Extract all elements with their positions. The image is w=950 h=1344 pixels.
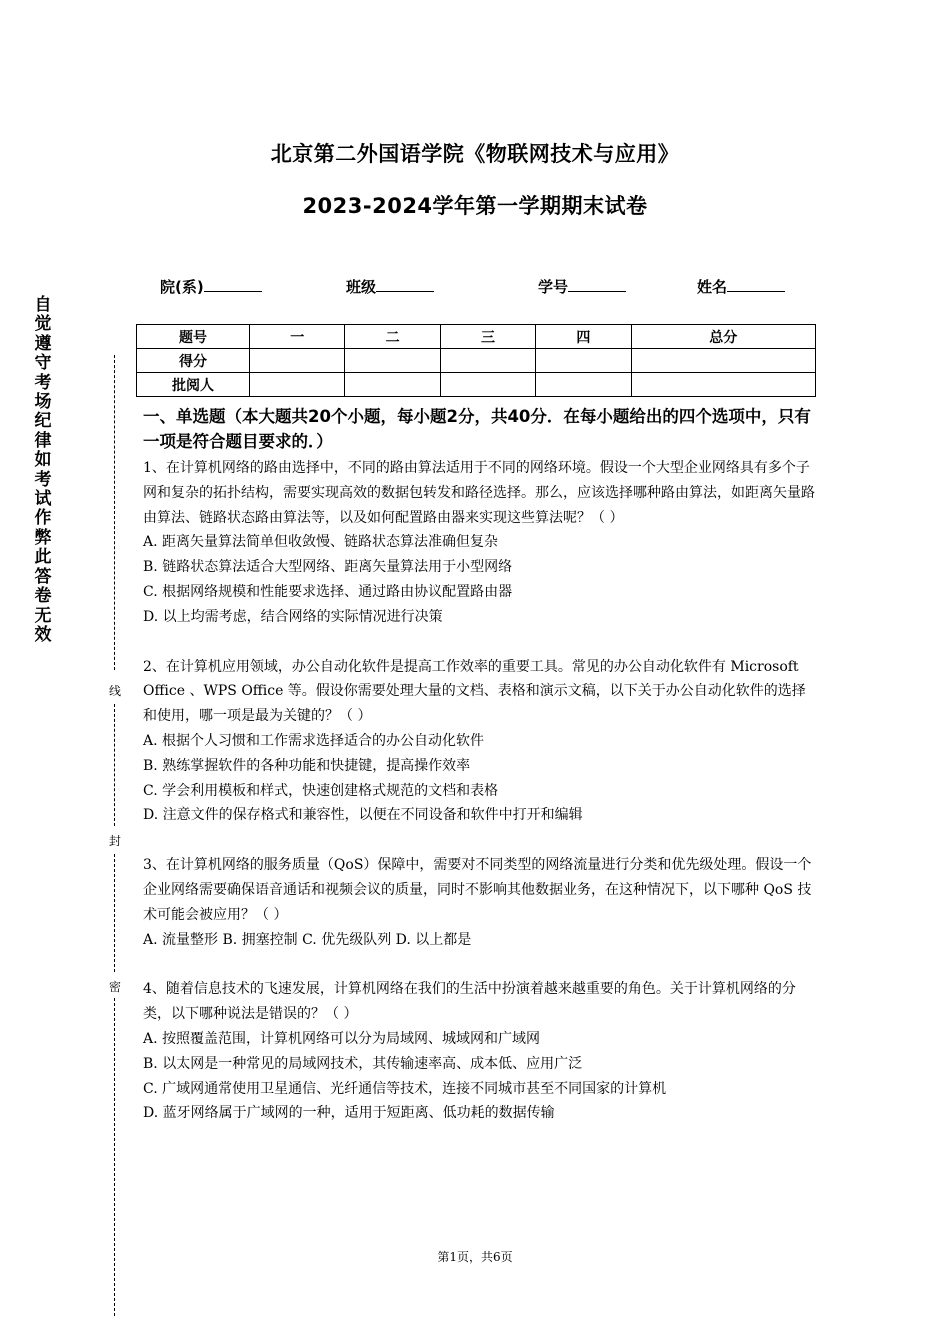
grader-cell[interactable] [345, 373, 440, 397]
score-row-label: 批阅人 [137, 373, 250, 397]
score-header-cell: 二 [345, 325, 440, 349]
name-field [697, 276, 785, 297]
name-label: 姓名 [697, 278, 728, 296]
student-id-label: 学号 [538, 278, 569, 296]
score-header-cell: 题号 [137, 325, 250, 349]
score-table-row [137, 349, 816, 373]
score-header-cell: 三 [440, 325, 535, 349]
class-label: 班级 [346, 278, 377, 296]
exam-content [143, 404, 815, 1126]
option-c[interactable]: C. 广域网通常使用卫星通信、光纤通信等技术，连接不同城市甚至不同国家的计算机 [143, 1080, 667, 1097]
score-table-header-row [137, 325, 816, 349]
grader-cell[interactable] [631, 373, 815, 397]
seal-label: 封 [108, 834, 121, 848]
option-d[interactable]: D. 注意文件的保存格式和兼容性，以便在不同设备和软件中打开和编辑 [143, 807, 583, 824]
score-cell[interactable] [345, 349, 440, 373]
score-cell[interactable] [250, 349, 345, 373]
score-table [136, 324, 816, 397]
question-2 [143, 655, 815, 829]
grader-cell[interactable] [440, 373, 535, 397]
student-id-field [538, 276, 626, 297]
class-field [346, 276, 434, 297]
binding-dashed-line [114, 355, 115, 670]
question-3 [143, 853, 815, 952]
spacer [143, 630, 815, 655]
class-blank[interactable] [376, 277, 434, 292]
options-inline[interactable]: A. 流量整形 B. 拥塞控制 C. 优先级队列 D. 以上都是 [143, 931, 472, 948]
question-stem: 4、随着信息技术的飞速发展，计算机网络在我们的生活中扮演着越来越重要的角色。关于计算机网络的分类，以下哪种说法是错误的？（ ） [143, 981, 796, 1023]
department-label: 院(系) [160, 278, 204, 296]
page-footer: 第1页，共6页 [437, 1250, 513, 1264]
score-row-label: 得分 [137, 349, 250, 373]
option-a[interactable]: A. 根据个人习惯和工作需求选择适合的办公自动化软件 [143, 732, 485, 749]
question-stem: 3、在计算机网络的服务质量（QoS）保障中，需要对不同类型的网络流量进行分类和优先级处理。假设一个企业网络需要确保语音通话和视频会议的质量，同时不影响其他数据业务，在这种情况下，以下哪种 QoS 技术可能会被应用？（ ） [143, 857, 812, 923]
option-d[interactable]: D. 以上均需考虑，结合网络的实际情况进行决策 [143, 608, 443, 625]
option-d[interactable]: D. 蓝牙网络属于广域网的一种，适用于短距离、低功耗的数据传输 [143, 1105, 555, 1122]
grader-cell[interactable] [536, 373, 631, 397]
binding-dashed-line [114, 704, 115, 826]
secret-label: 密 [108, 980, 121, 994]
score-header-cell: 一 [250, 325, 345, 349]
score-table-row [137, 373, 816, 397]
question-1 [143, 456, 815, 630]
score-cell[interactable] [631, 349, 815, 373]
score-header-cell: 总分 [631, 325, 815, 349]
question-4 [143, 977, 815, 1126]
exam-title-line1: 北京第二外国语学院《物联网技术与应用》 [270, 142, 680, 166]
score-header-cell: 四 [536, 325, 631, 349]
question-stem: 2、在计算机应用领域，办公自动化软件是提高工作效率的重要工具。常见的办公自动化软件有 Microsoft Office 、WPS Office 等。假设你需要处理大量的文档、表格和演示文稿，以下关于办公自动化软件的选择和使用，哪一项是最为关键的？（ ） [143, 658, 806, 725]
option-c[interactable]: C. 学会利用模板和样式，快速创建格式规范的文档和表格 [143, 782, 499, 799]
department-field [160, 276, 262, 297]
binding-dashed-line [114, 998, 115, 1316]
student-id-blank[interactable] [568, 277, 626, 292]
option-c[interactable]: C. 根据网络规模和性能要求选择、通过路由协议配置路由器 [143, 583, 513, 600]
section-heading: 一、单选题（本大题共20个小题，每小题2分，共40分．在每小题给出的四个选项中，只有一项是符合题目要求的．） [143, 407, 811, 451]
score-cell[interactable] [536, 349, 631, 373]
option-b[interactable]: B. 以太网是一种常见的局域网技术，其传输速率高、成本低、应用广泛 [143, 1055, 583, 1072]
option-b[interactable]: B. 链路状态算法适合大型网络、距离矢量算法用于小型网络 [143, 559, 513, 576]
binding-dashed-line [114, 854, 115, 972]
name-blank[interactable] [727, 277, 785, 292]
exam-title-line2: 2023-2024学年第一学期期末试卷 [302, 194, 648, 218]
department-blank[interactable] [204, 277, 262, 292]
margin-notice: 自觉遵守考场纪律如考试作弊此答卷无效 [34, 295, 52, 645]
spacer [143, 952, 815, 977]
option-b[interactable]: B. 熟练掌握软件的各种功能和快捷键，提高操作效率 [143, 757, 471, 774]
option-a[interactable]: A. 按照覆盖范围，计算机网络可以分为局域网、城域网和广域网 [143, 1030, 541, 1047]
line-label: 线 [108, 684, 121, 698]
score-cell[interactable] [440, 349, 535, 373]
grader-cell[interactable] [250, 373, 345, 397]
spacer [143, 828, 815, 853]
question-stem: 1、在计算机网络的路由选择中，不同的路由算法适用于不同的网络环境。假设一个大型企业网络具有多个子网和复杂的拓扑结构，需要实现高效的数据包转发和路径选择。那么，应该选择哪种路由算法，如距离矢量路由算法、链路状态路由算法等，以及如何配置路由器来实现这些算法呢？（ ） [143, 460, 815, 526]
option-a[interactable]: A. 距离矢量算法简单但收敛慢、链路状态算法准确但复杂 [143, 534, 499, 551]
